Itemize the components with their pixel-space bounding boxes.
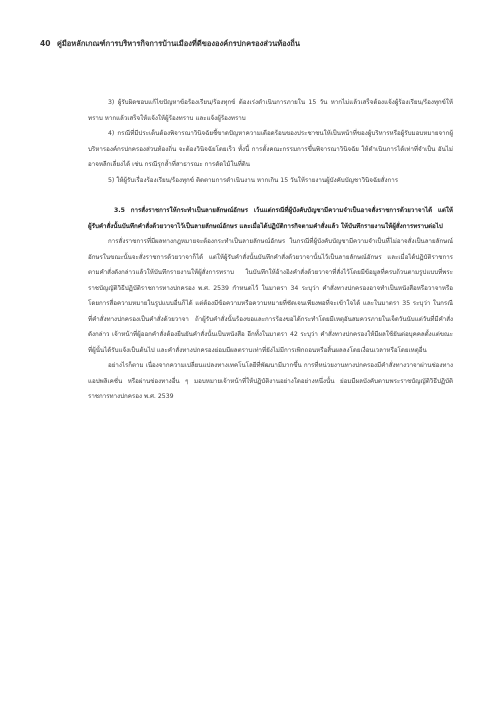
- body-paragraph-1: การสั่งราชการที่มีผลทางกฎหมายจะต้องกระทำเป็นลายลักษณ์อักษร ในกรณีที่ผู้บังคับบัญชามีความจำเป็นที่ไม่อาจสั่งเป็นลายลักษณ์อักษรในขณะนั้นจะสั่งราชการด้วยวาจาก็ได้ แต่ให้ผู้รับคำสั่งนั้นบันทึกคำสั่งด้วยวาจานั้นไว้เป็นลายลักษณ์อักษร และเมื่อได้ปฏิบัติราชการตามคำสั่งดังกล่าวแล้วให้บันทึกรายงานให้ผู้สั่งการทราบ ในบันทึกให้อ้างอิงคำสั่งด้วยวาจาที่สั่งไว้โดยมีข้อมูลที่ครบถ้วนตามรูปแบบที่พระราชบัญญัติวิธีปฏิบัติราชการทางปกครอง พ.ศ. 2539 กำหนดไว้ ในมาตรา 34 ระบุว่า คำสั่งทางปกครองอาจทำเป็นหนังสือหรือวาจาหรือโดยการสื่อความหมายในรูปแบบอื่นก็ได้ แต่ต้องมีข้อความหรือความหมายที่ชัดเจนเพียงพอที่จะเข้าใจได้ และในมาตรา 35 ระบุว่า ในกรณีที่คำสั่งทางปกครองเป็นคำสั่งด้วยวาจา ถ้าผู้รับคำสั่งนั้นร้องขอและการร้องขอได้กระทำโดยมีเหตุอันสมควรภายในเจ็ดวันนับแต่วันที่มีคำสั่งดังกล่าว เจ้าหน้าที่ผู้ออกคำสั่งต้องยืนยันคำสั่งนั้นเป็นหนังสือ อีกทั้งในมาตรา 42 ระบุว่า คำสั่งทางปกครองให้มีผลใช้ยันต่อบุคคลตั้งแต่ขณะที่ผู้นั้นได้รับแจ้งเป็นต้นไป และคำสั่งทางปกครองย่อมมีผลตราบเท่าที่ยังไม่มีการเพิกถอนหรือสิ้นผลลงโดยเงื่อนเวลาหรือโดยเหตุอื่น: [88, 238, 453, 354]
- page-header: [40, 38, 460, 50]
- list-item-4: 4) กรณีที่มีประเด็นต้องพิจารณาวินิจฉัยชี้ขาดปัญหาความเดือดร้อนของประชาชนให้เป็นหน้าที่ของผู้บริหารหรือผู้รับมอบหมายจากผู้บริหารองค์กรปกครองส่วนท้องถิ่น จะต้องวินิจฉัยโดยเร็ว ทั้งนี้ การตั้งคณะกรรมการขึ้นพิจารณาวินิจฉัย ให้ดำเนินการได้เท่าที่จำเป็น อันไม่อาจหลีกเลี่ยงได้ เช่น กรณีรุกล้ำที่สาธารณะ การตัดไม้ในที่ดิน: [88, 130, 453, 168]
- page-number: 40: [40, 39, 51, 48]
- list-item-3: 3) ผู้รับผิดชอบแก้ไขปัญหาข้อร้องเรียน/ร้องทุกข์ ต้องเร่งดำเนินการภายใน 15 วัน หากไม่แล้วเสร็จต้องแจ้งผู้ร้องเรียน/ร้องทุกข์ให้ทราบ หากแล้วเสร็จให้แจ้งให้ผู้ร้องทราบ และแจ้งผู้ร้องทราบ: [88, 99, 453, 122]
- page-body: [88, 95, 453, 405]
- header-title: คู่มือหลักเกณฑ์การบริหารกิจการบ้านเมืองที่ดีขององค์กรปกครองส่วนท้องถิ่น: [56, 39, 300, 48]
- body-paragraph-2: อย่างไรก็ตาม เนื่องจากความเปลี่ยนแปลงทางเทคโนโลยีที่พัฒนามีมากขึ้น การที่หน่วยงานทางปกครองมีคำสั่งทางวาจาผ่านช่องทางแอปพลิเคชั่น หรือผ่านช่องทางอื่น ๆ มอบหมายเจ้าหน้าที่ให้ปฏิบัติงานอย่างใดอย่างหนึ่งนั้น ย่อมมีผลบังคับตามพระราชบัญญัติวิธีปฏิบัติราชการทางปกครอง พ.ศ. 2539: [88, 362, 453, 400]
- list-item-5: 5) ให้ผู้รับเรื่องร้องเรียน/ร้องทุกข์ ติดตามการดำเนินงาน หากเกิน 15 วันให้รายงานผู้บังคับบัญชาวินิจฉัยสั่งการ: [108, 176, 399, 184]
- section-heading-3-5: 3.5 การสั่งราชการให้กระทำเป็นลายลักษณ์อักษร เว้นแต่กรณีที่ผู้บังคับบัญชามีความจำเป็นอาจสั่งราชการด้วยวาจาได้ แต่ให้ผู้รับคำสั่งนั้นบันทึกคำสั่งด้วยวาจาไว้เป็นลายลักษณ์อักษร และเมื่อได้ปฏิบัติการกิจตามคำสั่งแล้ว ให้บันทึกรายงานให้ผู้สั่งการทราบต่อไป: [88, 207, 453, 230]
